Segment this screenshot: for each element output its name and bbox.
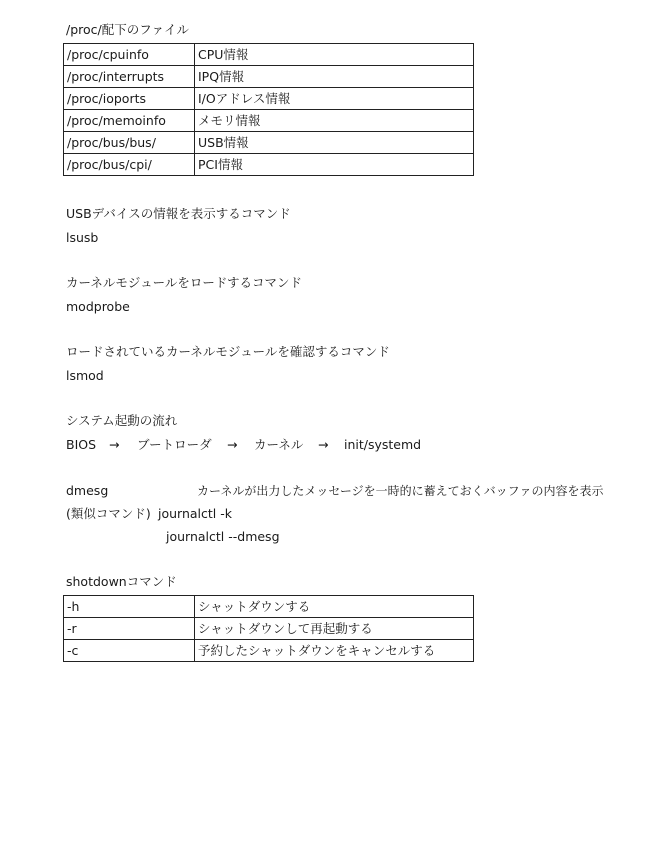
table-row [64,66,474,88]
proc-desc-cell: IPQ情報 [195,66,474,88]
table-row [64,596,474,618]
boot-step-kernel: カーネル [254,437,304,452]
proc-path-cell: /proc/ioports [64,88,195,110]
usb-section-title: USBデバイスの情報を表示するコマンド [66,206,291,221]
shutdown-desc-cell: シャットダウンして再起動する [195,618,474,640]
boot-step-bootloader: ブートローダ [137,437,212,452]
proc-desc-cell: メモリ情報 [195,110,474,132]
shutdown-option-cell: -c [64,640,195,662]
proc-path-cell: /proc/memoinfo [64,110,195,132]
table-row [64,154,474,176]
boot-arrow: → [109,437,120,452]
table-row [64,618,474,640]
lsmod-section-title: ロードされているカーネルモジュールを確認するコマンド [66,344,390,359]
proc-desc-cell: USB情報 [195,132,474,154]
proc-desc-cell: I/Oアドレス情報 [195,88,474,110]
usb-command: lsusb [66,230,99,245]
proc-files-table [63,43,474,176]
shutdown-desc-cell: シャットダウンする [195,596,474,618]
table-row [64,110,474,132]
proc-section-title: /proc/配下のファイル [66,22,189,37]
shutdown-desc-cell: 予約したシャットダウンをキャンセルする [195,640,474,662]
proc-desc-cell: PCI情報 [195,154,474,176]
dmesg-command: dmesg [66,483,109,498]
proc-desc-cell: CPU情報 [195,44,474,66]
proc-path-cell: /proc/bus/cpi/ [64,154,195,176]
proc-path-cell: /proc/bus/bus/ [64,132,195,154]
lsmod-command: lsmod [66,368,104,383]
proc-path-cell: /proc/interrupts [64,66,195,88]
boot-arrow: → [227,437,238,452]
table-row [64,88,474,110]
shutdown-option-cell: -h [64,596,195,618]
table-row [64,640,474,662]
boot-step-init: init/systemd [344,437,422,452]
boot-section-title: システム起動の流れ [66,413,178,428]
dmesg-similar-command: journalctl -k [158,506,232,521]
dmesg-similar-label: (類似コマンド) [66,506,151,521]
modprobe-section-title: カーネルモジュールをロードするコマンド [66,275,303,290]
modprobe-command: modprobe [66,299,130,314]
proc-path-cell: /proc/cpuinfo [64,44,195,66]
shutdown-options-table [63,595,474,662]
table-row [64,132,474,154]
dmesg-description: カーネルが出力したメッセージを一時的に蓄えておくバッファの内容を表示 [197,484,604,498]
shutdown-section-title: shotdownコマンド [66,574,177,589]
dmesg-similar-command: journalctl --dmesg [166,529,280,544]
table-row [64,44,474,66]
shutdown-option-cell: -r [64,618,195,640]
boot-step-bios: BIOS [66,437,97,452]
boot-arrow: → [318,437,329,452]
